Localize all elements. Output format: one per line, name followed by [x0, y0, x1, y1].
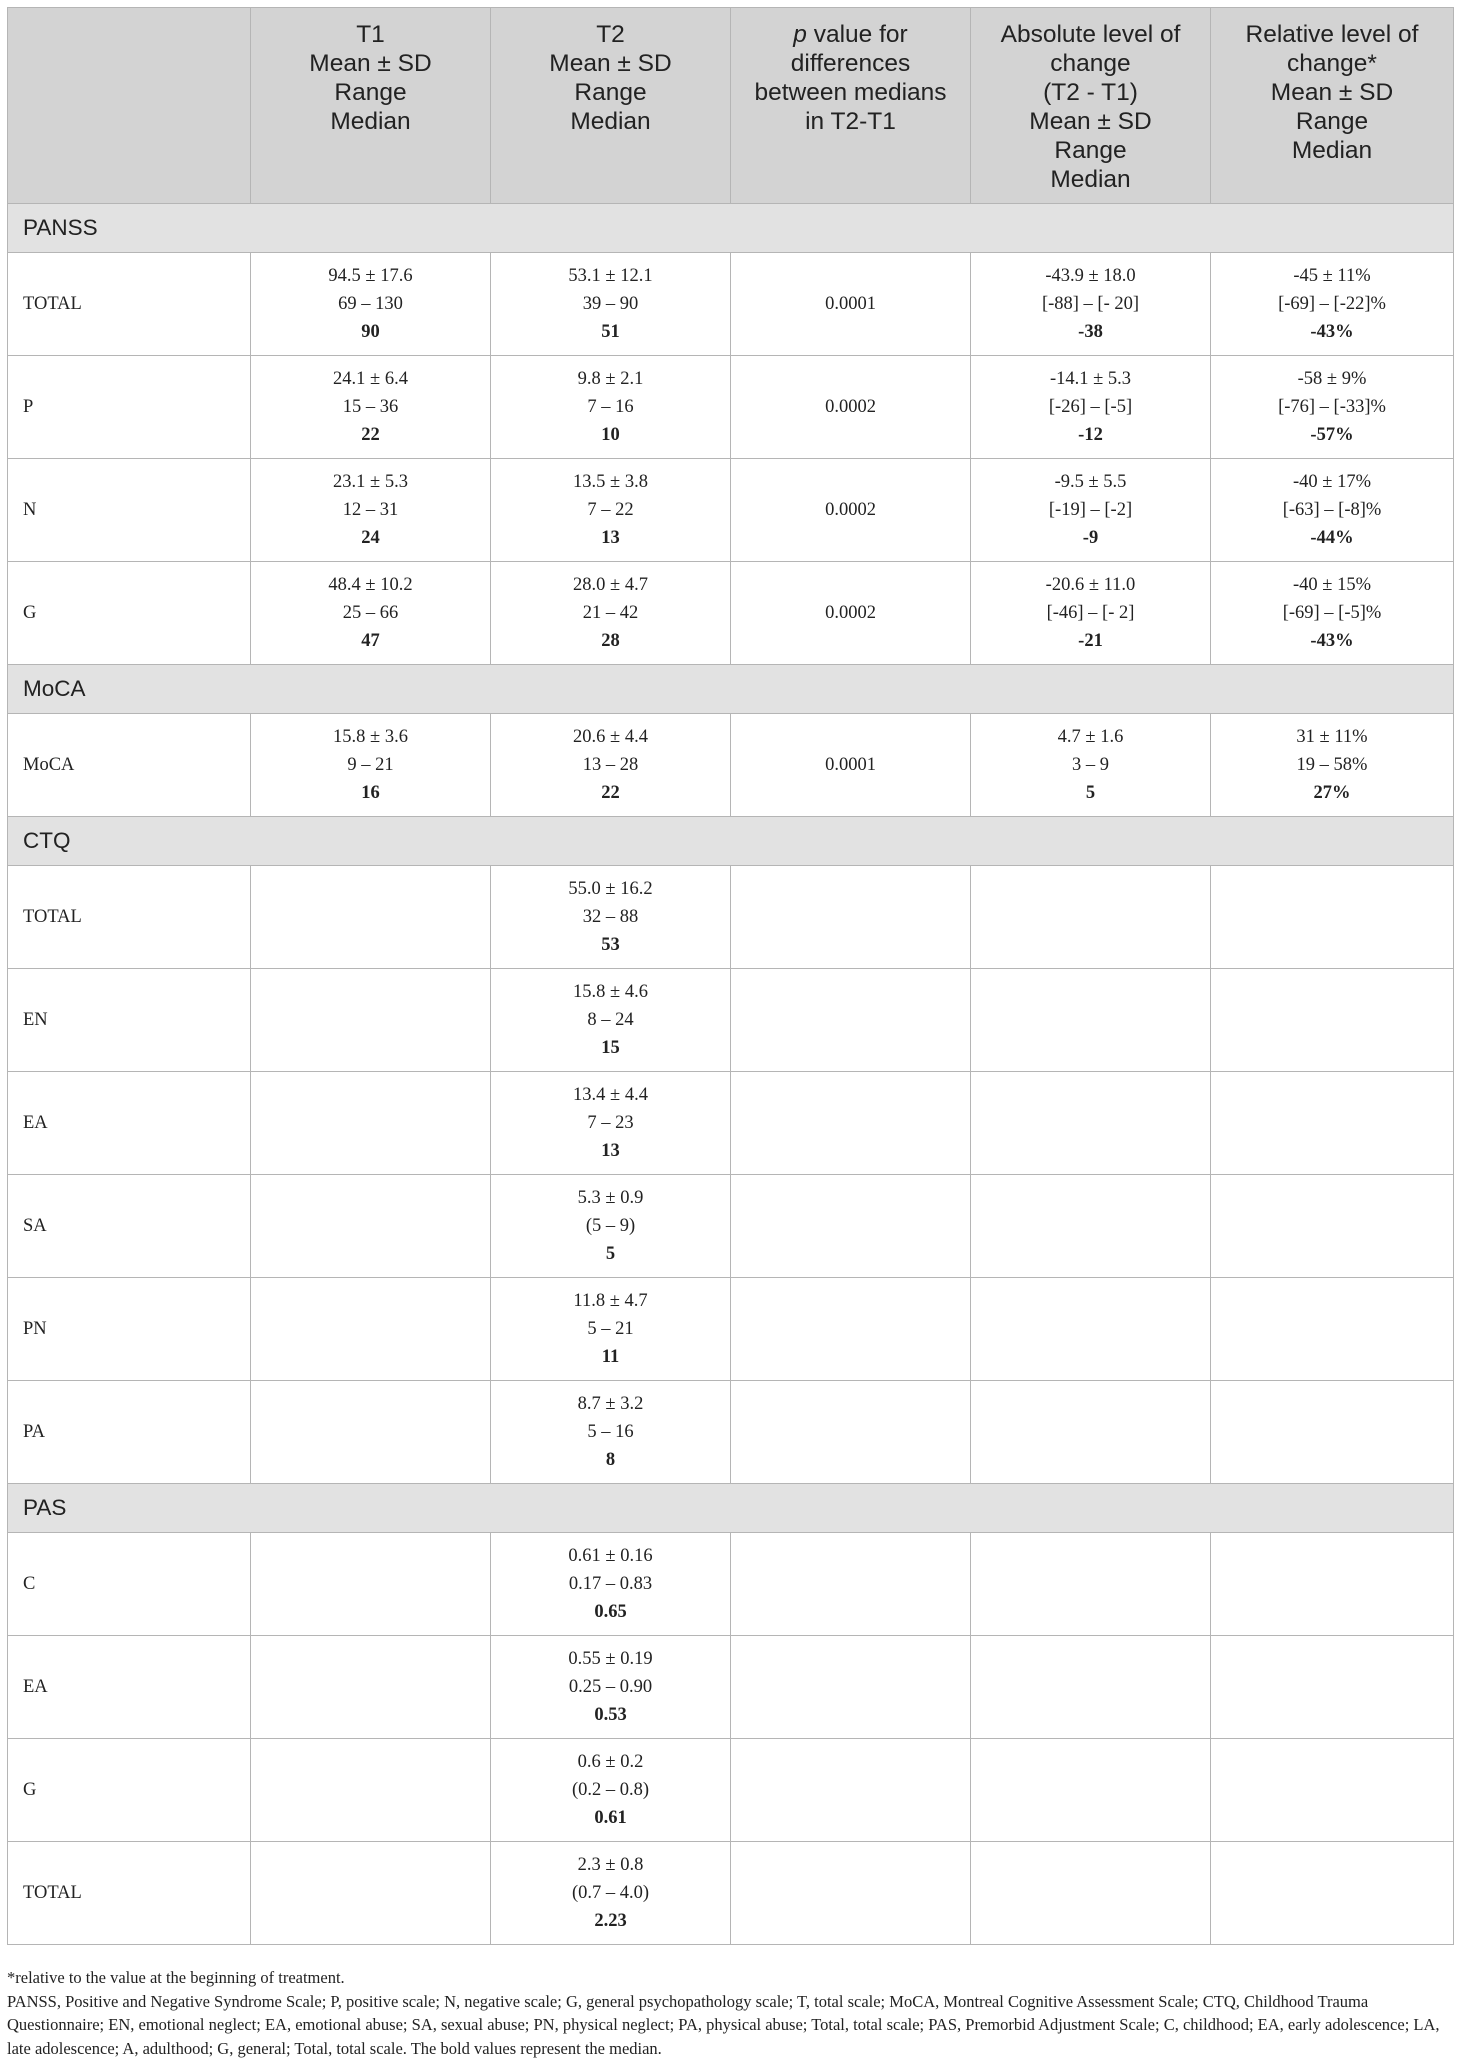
p-value: 0.0002 — [825, 500, 876, 520]
header-text: Range — [1054, 137, 1127, 164]
relative-change-cell — [1211, 356, 1454, 459]
t1-cell — [251, 714, 491, 817]
t2-cell — [491, 562, 731, 665]
range-value: 21 – 42 — [582, 603, 639, 623]
median-value: 51 — [601, 322, 620, 342]
header-text: in T2-T1 — [805, 108, 896, 135]
table-row — [8, 562, 1454, 665]
p-value: 0.0002 — [825, 603, 876, 623]
row-label: MoCA — [8, 714, 251, 817]
mean-sd-value: 13.5 ± 3.8 — [573, 472, 648, 492]
range-value: 15 – 36 — [342, 397, 399, 417]
mean-sd-value: 0.6 ± 0.2 — [577, 1752, 644, 1772]
relative-change-cell — [1211, 714, 1454, 817]
p-value-cell — [731, 969, 971, 1072]
header-text: change — [1050, 50, 1131, 77]
table-row — [8, 1842, 1454, 1945]
section-row — [8, 665, 1454, 714]
median-value: 22 — [601, 783, 620, 803]
absolute-change-cell — [971, 562, 1211, 665]
header-text: differences — [790, 50, 911, 77]
mean-sd-value: 94.5 ± 17.6 — [328, 266, 413, 286]
table-row — [8, 459, 1454, 562]
t2-cell — [491, 1072, 731, 1175]
table-row — [8, 356, 1454, 459]
section-title: MoCA — [8, 665, 1454, 714]
range-value: 5 – 21 — [587, 1319, 634, 1339]
t1-cell — [251, 866, 491, 969]
section-row — [8, 817, 1454, 866]
mean-sd-value: 23.1 ± 5.3 — [333, 472, 408, 492]
mean-sd-value: 55.0 ± 16.2 — [568, 879, 653, 899]
section-row — [8, 204, 1454, 253]
relative-change-cell — [1211, 1636, 1454, 1739]
header-text: T1 — [356, 21, 385, 48]
row-label: P — [8, 356, 251, 459]
relative-change-cell — [1211, 969, 1454, 1072]
range-value: 69 – 130 — [338, 294, 403, 314]
t1-cell — [251, 1381, 491, 1484]
range-value: 12 – 31 — [342, 500, 399, 520]
range-value: 0.17 – 0.83 — [568, 1574, 653, 1594]
footnotes — [7, 1966, 1453, 2060]
p-value-cell — [731, 1636, 971, 1739]
row-label: TOTAL — [8, 253, 251, 356]
mean-sd-value: 8.7 ± 3.2 — [577, 1394, 644, 1414]
absolute-change-cell — [971, 1533, 1211, 1636]
range-value: 9 – 21 — [347, 755, 394, 775]
header-text: Range — [334, 79, 407, 106]
p-value-cell — [731, 253, 971, 356]
mean-sd-value: -9.5 ± 5.5 — [1054, 472, 1127, 492]
header-text: Range — [574, 79, 647, 106]
t2-cell — [491, 253, 731, 356]
header-p-value — [731, 8, 971, 204]
mean-sd-value: -14.1 ± 5.3 — [1049, 369, 1132, 389]
t2-cell — [491, 866, 731, 969]
median-value: 8 — [605, 1450, 616, 1470]
t1-cell — [251, 969, 491, 1072]
median-value: 16 — [361, 783, 380, 803]
header-text: (T2 - T1) — [1043, 79, 1138, 106]
t2-cell — [491, 1842, 731, 1945]
header-text: Median — [1050, 166, 1131, 193]
median-value: -38 — [1078, 322, 1103, 342]
absolute-change-cell — [971, 866, 1211, 969]
t1-cell — [251, 459, 491, 562]
mean-sd-value: 13.4 ± 4.4 — [573, 1085, 648, 1105]
mean-sd-value: 0.55 ± 0.19 — [568, 1649, 653, 1669]
range-value: 7 – 23 — [587, 1113, 634, 1133]
t1-cell — [251, 253, 491, 356]
t2-cell — [491, 1175, 731, 1278]
section-title: PAS — [8, 1484, 1454, 1533]
header-text: Mean ± SD — [1029, 108, 1152, 135]
range-value: [-46] – [- 2] — [1046, 603, 1135, 623]
relative-change-cell — [1211, 562, 1454, 665]
header-relative-change — [1211, 8, 1454, 204]
absolute-change-cell — [971, 1739, 1211, 1842]
header-text: between medians — [754, 79, 947, 106]
table-body — [8, 204, 1454, 1945]
row-label: N — [8, 459, 251, 562]
header-absolute-change — [971, 8, 1211, 204]
t1-cell — [251, 1278, 491, 1381]
range-value: [-69] – [-5]% — [1282, 603, 1382, 623]
mean-sd-value: 28.0 ± 4.7 — [573, 575, 648, 595]
header-blank — [8, 8, 251, 204]
mean-sd-value: -20.6 ± 11.0 — [1045, 575, 1136, 595]
header-text: Median — [330, 108, 411, 135]
mean-sd-value: 9.8 ± 2.1 — [577, 369, 644, 389]
range-value: [-63] – [-8]% — [1282, 500, 1382, 520]
median-value: 0.53 — [594, 1705, 627, 1725]
relative-change-cell — [1211, 1175, 1454, 1278]
t1-cell — [251, 356, 491, 459]
median-value: -57% — [1310, 425, 1354, 445]
header-text: T2 — [596, 21, 625, 48]
median-value: 10 — [601, 425, 620, 445]
p-value-cell — [731, 1739, 971, 1842]
absolute-change-cell — [971, 1175, 1211, 1278]
relative-change-cell — [1211, 1739, 1454, 1842]
mean-sd-value: 15.8 ± 4.6 — [573, 982, 648, 1002]
range-value: [-19] – [-2] — [1048, 500, 1133, 520]
range-value: 0.25 – 0.90 — [568, 1677, 653, 1697]
table-row — [8, 1381, 1454, 1484]
relative-change-cell — [1211, 1072, 1454, 1175]
p-value: 0.0001 — [825, 294, 876, 314]
absolute-change-cell — [971, 969, 1211, 1072]
range-value: 13 – 28 — [582, 755, 639, 775]
range-value: (0.7 – 4.0) — [571, 1883, 650, 1903]
header-text: p — [793, 21, 807, 48]
median-value: 0.61 — [594, 1808, 627, 1828]
t2-cell — [491, 356, 731, 459]
mean-sd-value: 5.3 ± 0.9 — [577, 1188, 644, 1208]
median-value: 22 — [361, 425, 380, 445]
absolute-change-cell — [971, 1381, 1211, 1484]
absolute-change-cell — [971, 459, 1211, 562]
range-value: 7 – 16 — [587, 397, 634, 417]
median-value: 15 — [601, 1038, 620, 1058]
header-text: Median — [1291, 137, 1373, 164]
table-row — [8, 1739, 1454, 1842]
p-value: 0.0001 — [825, 755, 876, 775]
header-t1 — [251, 8, 491, 204]
t1-cell — [251, 1739, 491, 1842]
section-title: CTQ — [8, 817, 1454, 866]
row-label: PA — [8, 1381, 251, 1484]
range-value: 5 – 16 — [587, 1422, 634, 1442]
range-value: [-69] – [-22]% — [1278, 294, 1386, 314]
t1-cell — [251, 1175, 491, 1278]
t1-cell — [251, 1842, 491, 1945]
table-row — [8, 866, 1454, 969]
p-value-cell — [731, 1278, 971, 1381]
median-value: 13 — [601, 528, 620, 548]
p-value-cell — [731, 866, 971, 969]
row-label: G — [8, 1739, 251, 1842]
mean-sd-value: -40 ± 17% — [1293, 472, 1371, 492]
table-row — [8, 1175, 1454, 1278]
p-value: 0.0002 — [825, 397, 876, 417]
row-label: SA — [8, 1175, 251, 1278]
row-label: EA — [8, 1636, 251, 1739]
t2-cell — [491, 459, 731, 562]
median-value: 13 — [601, 1141, 620, 1161]
row-label: G — [8, 562, 251, 665]
median-value: -9 — [1082, 528, 1099, 548]
p-value-cell — [731, 562, 971, 665]
table-row — [8, 1636, 1454, 1739]
row-label: TOTAL — [8, 1842, 251, 1945]
section-title: PANSS — [8, 204, 1454, 253]
header-text: Mean ± SD — [549, 50, 672, 77]
header-text: Mean ± SD — [1270, 79, 1394, 106]
table-row — [8, 253, 1454, 356]
t2-cell — [491, 714, 731, 817]
mean-sd-value: 48.4 ± 10.2 — [328, 575, 413, 595]
t2-cell — [491, 969, 731, 1072]
median-value: 0.65 — [594, 1602, 627, 1622]
mean-sd-value: 4.7 ± 1.6 — [1057, 727, 1124, 747]
t1-cell — [251, 1636, 491, 1739]
median-value: 24 — [361, 528, 380, 548]
median-value: -21 — [1078, 631, 1103, 651]
p-value-cell — [731, 1842, 971, 1945]
relative-change-cell — [1211, 1533, 1454, 1636]
relative-change-cell — [1211, 459, 1454, 562]
median-value: 90 — [361, 322, 380, 342]
t2-cell — [491, 1739, 731, 1842]
row-label: EN — [8, 969, 251, 1072]
absolute-change-cell — [971, 714, 1211, 817]
section-row — [8, 1484, 1454, 1533]
p-value-cell — [731, 1072, 971, 1175]
table-row — [8, 714, 1454, 817]
row-label: PN — [8, 1278, 251, 1381]
median-value: 53 — [601, 935, 620, 955]
table-row — [8, 1072, 1454, 1175]
absolute-change-cell — [971, 253, 1211, 356]
row-label: EA — [8, 1072, 251, 1175]
p-value-cell — [731, 1533, 971, 1636]
median-value: 27% — [1313, 783, 1351, 803]
absolute-change-cell — [971, 356, 1211, 459]
relative-change-cell — [1211, 866, 1454, 969]
footnote-abbreviations: PANSS, Positive and Negative Syndrome Scale; P, positive scale; N, negative scale; G, general psychopathology scale; T, total scale; MoCA, Montreal Cognitive Assessment Scale; CTQ, Childhood Trauma Questionnaire; EN, emotional neglect; EA, emotional abuse; SA, sexual abuse; PN, physical neglect; PA, physical abuse; Total, total scale; PAS, Premorbid Adjustment Scale; C, childhood; EA, early adolescence; LA, late adolescence; A, adulthood; G, general; Total, total scale. The bold values represent the median. — [7, 1991, 1440, 2058]
range-value: (0.2 – 0.8) — [571, 1780, 650, 1800]
range-value: 32 – 88 — [582, 907, 639, 927]
median-value: -12 — [1078, 425, 1103, 445]
p-value-cell — [731, 1175, 971, 1278]
range-value: 3 – 9 — [1072, 755, 1109, 775]
relative-change-cell — [1211, 1842, 1454, 1945]
t1-cell — [251, 562, 491, 665]
header-text: value for — [806, 21, 908, 48]
t2-cell — [491, 1636, 731, 1739]
median-value: 47 — [361, 631, 380, 651]
median-value: -43% — [1310, 322, 1354, 342]
t2-cell — [491, 1533, 731, 1636]
table-container — [7, 7, 1453, 1945]
row-label: TOTAL — [8, 866, 251, 969]
absolute-change-cell — [971, 1636, 1211, 1739]
table-row — [8, 969, 1454, 1072]
mean-sd-value: 31 ± 11% — [1296, 727, 1368, 747]
range-value: 19 – 58% — [1296, 755, 1368, 775]
header-text: Relative level of — [1245, 21, 1419, 48]
results-table — [7, 7, 1454, 1945]
p-value-cell — [731, 1381, 971, 1484]
mean-sd-value: 24.1 ± 6.4 — [333, 369, 408, 389]
mean-sd-value: -45 ± 11% — [1293, 266, 1371, 286]
table-header-row — [8, 8, 1454, 204]
header-text: Mean ± SD — [309, 50, 432, 77]
median-value: -44% — [1310, 528, 1354, 548]
relative-change-cell — [1211, 1278, 1454, 1381]
mean-sd-value: -40 ± 15% — [1293, 575, 1371, 595]
range-value: [-76] – [-33]% — [1278, 397, 1386, 417]
range-value: 8 – 24 — [587, 1010, 634, 1030]
header-text: Range — [1295, 108, 1369, 135]
range-value: 25 – 66 — [342, 603, 399, 623]
relative-change-cell — [1211, 253, 1454, 356]
mean-sd-value: 0.61 ± 0.16 — [568, 1546, 653, 1566]
median-value: -43% — [1310, 631, 1354, 651]
p-value-cell — [731, 356, 971, 459]
header-text: Absolute level of — [1000, 21, 1181, 48]
mean-sd-value: -43.9 ± 18.0 — [1045, 266, 1136, 286]
absolute-change-cell — [971, 1278, 1211, 1381]
mean-sd-value: -58 ± 9% — [1297, 369, 1367, 389]
table-row — [8, 1278, 1454, 1381]
t1-cell — [251, 1533, 491, 1636]
median-value: 11 — [601, 1347, 620, 1367]
t1-cell — [251, 1072, 491, 1175]
absolute-change-cell — [971, 1072, 1211, 1175]
p-value-cell — [731, 714, 971, 817]
header-text: Median — [570, 108, 651, 135]
range-value: (5 – 9) — [585, 1216, 636, 1236]
table-row — [8, 1533, 1454, 1636]
header-t2 — [491, 8, 731, 204]
header-text: change* — [1287, 50, 1377, 77]
t2-cell — [491, 1278, 731, 1381]
row-label: C — [8, 1533, 251, 1636]
p-value-cell — [731, 459, 971, 562]
mean-sd-value: 2.3 ± 0.8 — [577, 1855, 644, 1875]
range-value: 39 – 90 — [582, 294, 639, 314]
footnote-relative: *relative to the value at the beginning of treatment. — [7, 1968, 345, 1987]
range-value: [-88] – [- 20] — [1041, 294, 1140, 314]
absolute-change-cell — [971, 1842, 1211, 1945]
median-value: 28 — [601, 631, 620, 651]
range-value: 7 – 22 — [587, 500, 634, 520]
median-value: 5 — [1085, 783, 1096, 803]
range-value: [-26] – [-5] — [1048, 397, 1133, 417]
t2-cell — [491, 1381, 731, 1484]
mean-sd-value: 15.8 ± 3.6 — [333, 727, 408, 747]
mean-sd-value: 53.1 ± 12.1 — [568, 266, 653, 286]
mean-sd-value: 20.6 ± 4.4 — [573, 727, 648, 747]
median-value: 5 — [605, 1244, 616, 1264]
median-value: 2.23 — [594, 1911, 627, 1931]
relative-change-cell — [1211, 1381, 1454, 1484]
mean-sd-value: 11.8 ± 4.7 — [573, 1291, 648, 1311]
